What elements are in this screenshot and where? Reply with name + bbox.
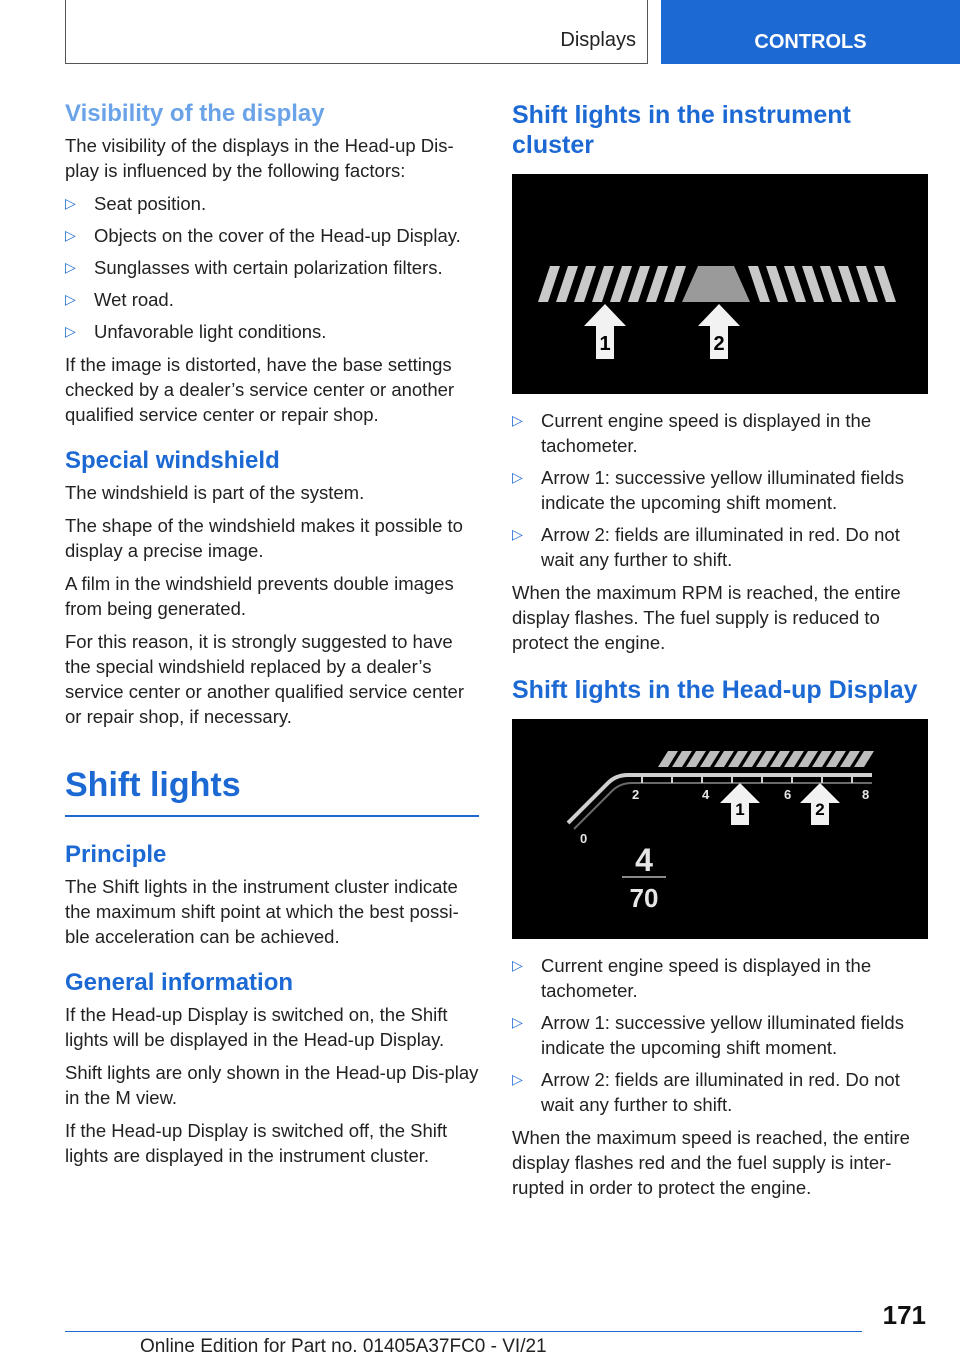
list-item: ▷ Arrow 1: successive yellow illuminated fields indicate the upcoming shift moment. (512, 467, 904, 513)
header-tab-label: CONTROLS (754, 31, 867, 53)
visibility-list (65, 191, 479, 344)
shift-lights-title: Shift lights (65, 765, 241, 804)
triangle-bullet-icon: ▷ (512, 469, 523, 485)
hud-title: Shift lights in the Head-up Display (512, 676, 918, 704)
windshield-p4: For this reason, it is strongly suggested to have the special windshield replaced by a dealer’s service center or another qualified service center or repair shop, if necessary. (65, 630, 464, 727)
page-number: 171 (882, 1300, 926, 1330)
header-section-title: Displays (560, 29, 636, 51)
principle-text: The Shift lights in the instrument cluster indicate the maximum shift point at which the best possi-ble acceleration can be achieved. (65, 876, 459, 948)
cluster-list (512, 408, 928, 572)
general-info-title: General information (65, 969, 294, 997)
title-rule (65, 815, 479, 817)
list-item: ▷ Objects on the cover of the Head-up Display. (65, 224, 461, 246)
section-hud (512, 675, 928, 1200)
list-item: ▷ Current engine speed is displayed in the tachometer. (512, 410, 872, 456)
triangle-bullet-icon: ▷ (512, 957, 523, 973)
section-visibility (65, 100, 479, 427)
scale-label-0: 0 (580, 831, 588, 846)
triangle-bullet-icon: ▷ (512, 1071, 523, 1087)
scale-label-8: 8 (862, 787, 870, 802)
figure-label-2: 2 (713, 333, 725, 355)
hud-shift-lights-figure (512, 719, 928, 939)
hud-list (512, 953, 928, 1117)
triangle-bullet-icon: ▷ (65, 290, 76, 307)
list-item: ▷ Seat position. (65, 192, 207, 214)
left-column (65, 100, 479, 1188)
scale-label-6: 6 (784, 787, 792, 802)
triangle-bullet-icon: ▷ (65, 258, 76, 275)
header-tab-controls (661, 0, 960, 64)
visibility-after: If the image is distorted, have the base settings checked by a dealer’s service center or another qualified service center or repair shop. (65, 353, 455, 425)
cluster-title: Shift lights in the instrument cluster (512, 101, 851, 159)
visibility-title: Visibility of the display (65, 100, 325, 127)
general-p3: If the Head-up Display is switched off, the Shift lights are displayed in the instrument cluster. (65, 1119, 448, 1166)
scale-label-4: 4 (702, 787, 710, 802)
list-item: ▷ Sunglasses with certain polarization filters. (65, 256, 443, 278)
triangle-bullet-icon: ▷ (512, 526, 523, 542)
windshield-p3: A film in the windshield prevents double images from being generated. (65, 572, 454, 619)
triangle-bullet-icon: ▷ (512, 412, 523, 428)
section-windshield (65, 447, 479, 729)
general-p1: If the Head-up Display is switched on, the Shift lights will be displayed in the Head-up Display. (65, 1003, 448, 1050)
list-item: ▷ Current engine speed is displayed in the tachometer. (512, 955, 872, 1001)
section-shift-lights (65, 765, 479, 1168)
list-item: ▷ Unfavorable light conditions. (65, 320, 327, 342)
triangle-bullet-icon: ▷ (512, 1014, 523, 1030)
triangle-bullet-icon: ▷ (65, 226, 76, 243)
triangle-bullet-icon: ▷ (65, 322, 76, 339)
right-column (512, 100, 928, 1220)
cluster-after: When the maximum RPM is reached, the entire display flashes. The fuel supply is reduced to protect the engine. (512, 582, 901, 653)
figure-label-1: 1 (735, 800, 745, 819)
cluster-shift-lights-figure (512, 174, 928, 394)
footer-rule (65, 1331, 862, 1332)
scale-label-2: 2 (632, 787, 640, 802)
list-item: ▷ Arrow 1: successive yellow illuminated fields indicate the upcoming shift moment. (512, 1012, 904, 1058)
windshield-p1: The windshield is part of the system. (65, 481, 365, 503)
figure-label-2: 2 (815, 800, 825, 819)
general-p2: Shift lights are only shown in the Head-up Dis-play in the M view. (65, 1061, 479, 1108)
footer-edition: Online Edition for Part no. 01405A37FC0 - VI/21 (140, 1336, 547, 1357)
list-item: ▷ Wet road. (65, 288, 174, 310)
principle-title: Principle (65, 841, 167, 869)
gear-indicator: 4 (635, 842, 653, 878)
speed-indicator: 70 (629, 883, 659, 913)
windshield-p2: The shape of the windshield makes it possible to display a precise image. (65, 514, 463, 561)
hud-after: When the maximum speed is reached, the entire display flashes red and the fuel supply is inter-rupted in order to protect the engine. (512, 1127, 910, 1198)
list-item: ▷ Arrow 2: fields are illuminated in red. Do not wait any further to shift. (512, 524, 900, 570)
section-cluster (512, 100, 928, 655)
visibility-intro: The visibility of the displays in the Head-up Dis-play is influenced by the following factors: (65, 134, 454, 181)
triangle-bullet-icon: ▷ (65, 194, 76, 211)
windshield-title: Special windshield (65, 446, 280, 474)
list-item: ▷ Arrow 2: fields are illuminated in red. Do not wait any further to shift. (512, 1069, 900, 1115)
figure-label-1: 1 (599, 333, 611, 355)
